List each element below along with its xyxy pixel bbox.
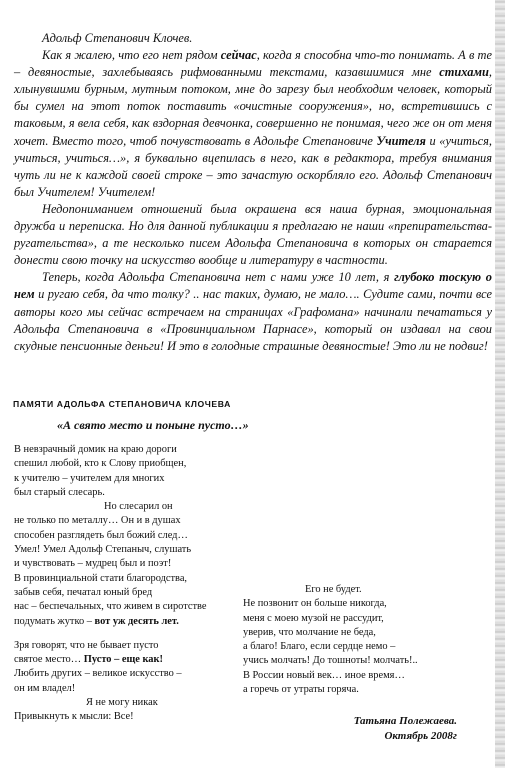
poem-left-column — [14, 443, 244, 725]
prose-paragraph-3 — [14, 269, 492, 354]
intro-prose — [14, 30, 492, 355]
poem-line: В невзрачный домик на краю дороги — [14, 444, 177, 455]
text-run: , когда я способна что-то понимать. А в те – девяностые, захлебываясь рифмованными текстами, казавшимися мне — [14, 48, 492, 80]
scan-edge-artifact — [495, 0, 505, 768]
poem-line: Умел! Умел Адольф Степаныч, слушать — [14, 544, 192, 556]
poem-line: уверив, что молчание не беда, — [243, 626, 376, 638]
prose-paragraph-1 — [14, 47, 492, 201]
poem-line: к учителю – учителем для многих — [14, 472, 165, 484]
poem-line: был старый слесарь. — [14, 486, 105, 498]
emphasis-run: глубоко тоскую о нем — [14, 270, 492, 302]
memorial-heading: ПАМЯТИ АДОЛЬФА СТЕПАНОВИЧА КЛОЧЕВА — [13, 399, 231, 409]
poem-line: а благо! Благо, если сердце немо – — [243, 641, 396, 653]
poem-line: а горечь от утраты горяча. — [243, 684, 359, 696]
text-run: Недопониманием отношений была окрашена вся наша бурная, эмоциональная дружба и переписка. Но для данной публикации я предлагаю не наши «препирательства-ругательства», а те несколько писем Адольфа Степановича в которых он старается донести свою точку на искусство вообще и литературу в частности. — [14, 201, 492, 268]
text-run: и «учиться, учиться, учиться…», я буквально вцепилась в него, как в редактора, требуя внимания чуть ли не к каждой своей строке – это зачастую оскорбляло его. Адольф Степанович был Учителем! Учителем! — [14, 133, 492, 199]
poem-line: святое место… Пусто – еще как! — [14, 654, 163, 666]
poem-line: не только по металлу… Он и в душах — [14, 515, 181, 527]
poem-line: Зря говорят, что не бывает пусто — [14, 639, 159, 651]
prose-paragraph-2 — [14, 201, 492, 269]
poem-line: забыв себя, печатал юный бред — [14, 586, 153, 598]
poem-line: меня с моею музой не рассудит, — [243, 612, 384, 624]
text-run: Как я жалею, что его нет рядом — [42, 48, 221, 63]
poem-line: Не позвонит он больше никогда, — [243, 598, 387, 610]
text-run: Теперь, когда Адольфа Степановича нет с нами уже 10 лет, я — [42, 270, 395, 285]
poem-line: Привыкнуть к мысли: Все! — [14, 711, 134, 723]
signature-date: Октябрь 2008г — [384, 729, 457, 742]
poem-right-column — [243, 583, 493, 697]
poem-line: и чувствовать – мудрец был и поэт! — [14, 558, 172, 570]
poem-line: способен разглядеть был божий след… — [14, 529, 188, 541]
emphasis-run: вот уж десять лет. — [94, 615, 179, 627]
poem-line: учись молчать! До тошноты! молчать!.. — [243, 655, 418, 667]
poem-line: спешил любой, кто к Слову приобщен, — [14, 458, 187, 470]
author-name: Татьяна Полежаева. — [353, 715, 457, 727]
poem-line: В провинциальной стати благородства, — [14, 572, 188, 584]
poem-line: Его не будет. — [305, 584, 362, 595]
signature-block — [354, 714, 457, 743]
emphasis-run: сейчас — [220, 48, 257, 63]
poem-line: Я не могу никак — [86, 697, 158, 709]
poem-line: подумать жутко – вот уж десять лет. — [14, 615, 179, 627]
salutation: Адольф Степанович Клочев. — [42, 31, 193, 45]
stanza-gap — [14, 629, 244, 639]
text-run: и ругаю себя, да что толку? .. нас таких, думаю, не мало…. Судите сами, почти все авторы кого мы сейчас встречаем на страницах «Графомана» начинали печататься у Адольфа Степановича в «Провинциальном Парнасе», который он издавал на свои скудные пенсионные деньги! И это в голодные страшные девяностые! Это ли не подвиг! — [14, 287, 492, 353]
poem-line: нас – беспечальных, что живем в сиротстве — [14, 601, 207, 613]
poem-line: он им владел! — [14, 682, 76, 694]
emphasis-run: Учителя — [376, 133, 426, 148]
poem-line: Любить других – великое искусство – — [14, 668, 182, 680]
poem-line: Но слесарил он — [104, 501, 173, 513]
emphasis-run: Пусто – еще как! — [83, 654, 163, 666]
poem-title: «А свято место и поныне пусто…» — [57, 418, 249, 432]
text-run: , хлынувшими бурным, мутным потоком, мне до зарезу был необходим человек, который бы сумел на этот поток поставить «очистные сооружения», но, встретившись с таковым, я вела себя, как вздорная девчонка, совершенно не понимая, чего же он от меня хочет. Вместо того, чтоб почувствовать в Адольфе Степановиче — [14, 65, 492, 148]
emphasis-run: стихами — [439, 65, 489, 80]
poem-line: В России новый век… иное время… — [243, 669, 405, 681]
